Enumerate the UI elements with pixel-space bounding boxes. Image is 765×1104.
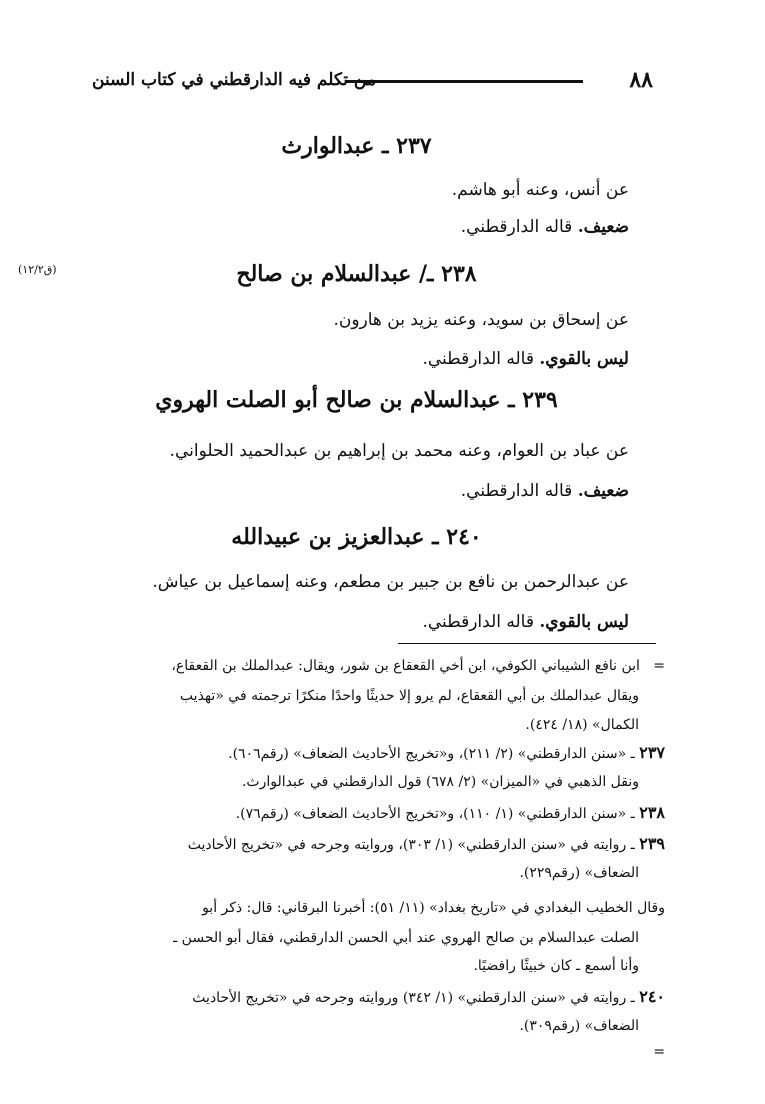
footnote-239-line-3: وقال الخطيب البغدادي في «تاريخ بغداد» (١١/ ٥١): أخبرنا البرقاني: قال: ذكر أبو: [202, 900, 665, 916]
footnote-240-number: ٢٤٠: [639, 987, 665, 1006]
entry-238-said-by: قاله الدارقطني.: [422, 349, 534, 369]
entry-240-verdict: ليس بالقوي.: [539, 612, 629, 632]
entry-title-240: ٢٤٠ ـ عبدالعزيز بن عبيدالله: [231, 524, 482, 550]
entry-title-239: ٢٣٩ ـ عبدالسلام بن صالح أبو الصلت الهروي: [155, 387, 558, 413]
footnote-239-line-1: [100, 832, 665, 857]
entry-237-said-by: قاله الدارقطني.: [460, 217, 573, 237]
page-number: ٨٨: [629, 67, 653, 93]
continuation-mark: =: [653, 658, 665, 674]
footnote-text: ـ «سنن الدارقطني» (٢/ ٢١١)، و«تخريج الأحاديث الضعاف» (رقم٦٠٦).: [228, 746, 635, 762]
footnote-237-line-1: [100, 741, 665, 766]
entry-title-238: ٢٣٨ ـ/ عبدالسلام بن صالح: [236, 261, 477, 287]
entry-237-line: عن أنس، وعنه أبو هاشم.: [451, 180, 629, 200]
footnote-238-line-1: [100, 801, 665, 826]
entry-238-verdict: ليس بالقوي.: [539, 349, 629, 369]
footnote-separator: [398, 643, 656, 644]
entry-title-237: ٢٣٧ ـ عبدالوارث: [281, 133, 432, 159]
entry-239-verdict-line: [60, 477, 629, 505]
footnote-239-line-4: الصلت عبدالسلام بن صالح الهروي عند أبي الحسن الدارقطني، فقال أبو الحسن ـ: [173, 930, 639, 946]
header-rule: [345, 80, 583, 83]
entry-240-verdict-line: [60, 608, 629, 636]
footnote-text: ابن نافع الشيباني الكوفي، ابن أخي القعقاع بن شور، ويقال: عبدالملك بن القعقاع،: [171, 658, 640, 674]
footnote-240-line-1: [100, 985, 665, 1010]
footnote-237-line-2: ونقل الذهبي في «الميزان» (٢/ ٦٧٨) قول الدارقطني في عبدالوارث.: [241, 774, 639, 790]
footnote-240-line-2: الضعاف» (رقم٣٠٩).: [519, 1018, 639, 1034]
entry-239-said-by: قاله الدارقطني.: [460, 481, 573, 501]
entry-237-verdict: ضعيف.: [577, 217, 629, 237]
entry-238-verdict-line: [60, 345, 629, 373]
footnote-238-number: ٢٣٨: [639, 803, 665, 822]
footnote-continued-line-2: ويقال عبدالملك بن أبي القعقاع، لم يرو إلا حديثًا واحدًا منكرًا ترجمته في «تهذيب: [179, 688, 639, 704]
entry-239-line: عن عباد بن العوام، وعنه محمد بن إبراهيم بن عبدالحميد الحلواني.: [169, 441, 629, 461]
entry-237-verdict-line: [60, 213, 629, 241]
continues-next-page-mark: =: [653, 1044, 665, 1060]
footnote-continued-line-3: الكمال» (١٨/ ٤٢٤).: [525, 717, 639, 733]
entry-240-said-by: قاله الدارقطني.: [422, 612, 534, 632]
footnote-237-number: ٢٣٧: [639, 743, 665, 762]
entry-240-line: عن عبدالرحمن بن نافع بن جبير بن مطعم، وعنه إسماعيل بن عياش.: [152, 572, 629, 592]
footnote-text: ـ «سنن الدارقطني» (١/ ١١٠)، و«تخريج الأحاديث الضعاف» (رقم٧٦).: [235, 806, 635, 822]
manuscript-folio-note: (ق١٢/٢): [18, 263, 57, 276]
footnote-continued-line-1: [100, 654, 665, 678]
footnote-text: ـ روايته في «سنن الدارقطني» (١/ ٣٠٣)، وروايته وجرحه في «تخريج الأحاديث: [187, 837, 635, 853]
footnote-239-line-2: الضعاف» (رقم٢٢٩).: [519, 865, 639, 881]
footnote-239-number: ٢٣٩: [639, 834, 665, 853]
footnote-text: ـ روايته في «سنن الدارقطني» (١/ ٣٤٢) وروايته وجرحه في «تخريج الأحاديث: [192, 990, 635, 1006]
entry-239-verdict: ضعيف.: [577, 481, 629, 501]
footnote-239-line-5: وأنا أسمع ـ كان خبيثًا رافضيًا.: [473, 958, 639, 974]
entry-238-line: عن إسحاق بن سويد، وعنه يزيد بن هارون.: [333, 310, 629, 330]
running-title: من تكلم فيه الدارقطني في كتاب السنن: [92, 70, 376, 90]
